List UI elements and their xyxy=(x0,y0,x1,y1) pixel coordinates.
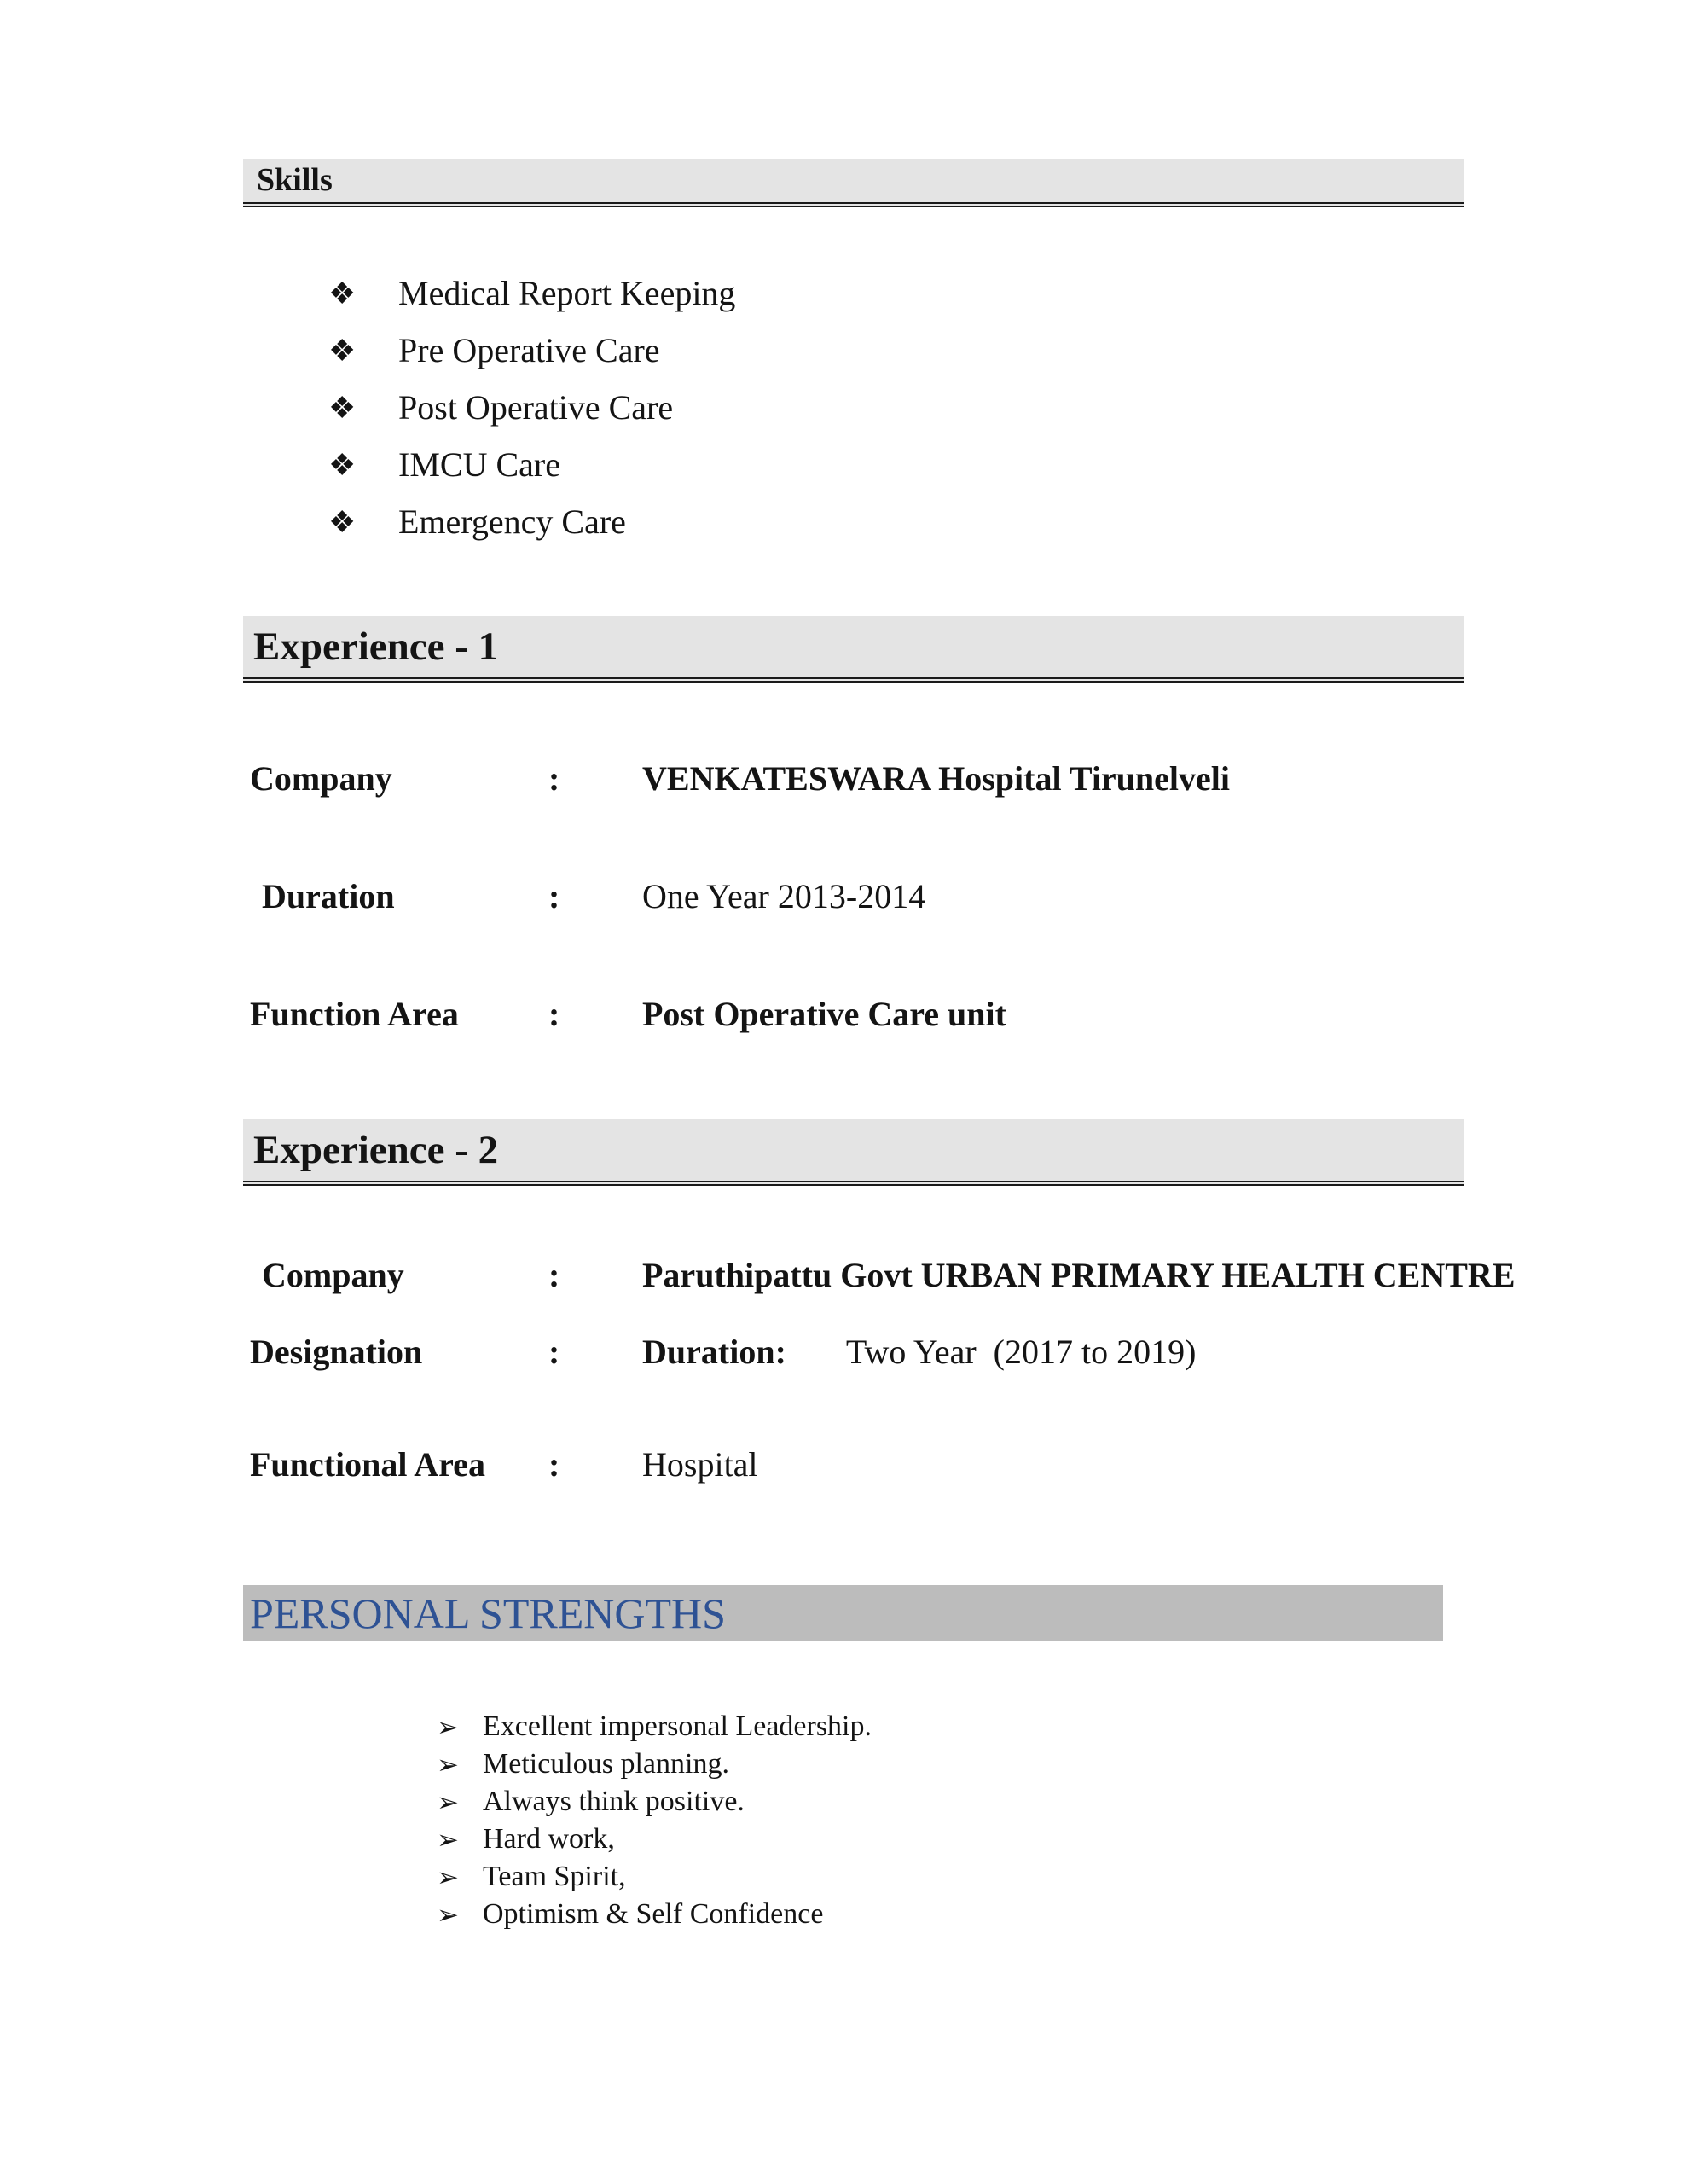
skill-item xyxy=(328,379,735,436)
personal-strengths-list xyxy=(437,1708,872,1933)
skill-label: IMCU Care xyxy=(398,445,560,484)
arrow-bullet-icon: ➢ xyxy=(437,1862,459,1892)
arrow-bullet-icon: ➢ xyxy=(437,1786,459,1817)
strength-label: Always think positive. xyxy=(483,1786,745,1817)
field-row-company xyxy=(243,754,1522,802)
arrow-bullet-icon: ➢ xyxy=(437,1749,459,1780)
skill-item xyxy=(328,322,735,379)
skills-section-header xyxy=(243,159,1464,207)
experience1-section-header xyxy=(243,616,1464,682)
field-label: Designation xyxy=(250,1332,423,1371)
strength-item xyxy=(437,1783,872,1821)
skill-item xyxy=(328,264,735,322)
field-label: Company xyxy=(262,1255,404,1294)
experience2-section-header xyxy=(243,1119,1464,1186)
field-value-rest: Two Year (2017 to 2019) xyxy=(845,1332,1197,1371)
field-label: Function Area xyxy=(250,994,459,1033)
skill-label: Pre Operative Care xyxy=(398,331,660,369)
field-value xyxy=(642,1332,1196,1372)
arrow-bullet-icon: ➢ xyxy=(437,1899,459,1930)
field-value: Post Operative Care unit xyxy=(642,994,1006,1033)
arrow-bullet-icon: ➢ xyxy=(437,1824,459,1855)
skill-item xyxy=(328,493,735,550)
strength-label: Excellent impersonal Leadership. xyxy=(483,1711,872,1742)
diamond-bullet-icon: ❖ xyxy=(328,390,357,425)
strength-label: Optimism & Self Confidence xyxy=(483,1898,824,1930)
strength-item xyxy=(437,1858,872,1896)
diamond-bullet-icon: ❖ xyxy=(328,447,357,482)
field-row-functional-area xyxy=(243,1440,1522,1488)
skill-label: Emergency Care xyxy=(398,502,626,541)
personal-strengths-header xyxy=(243,1585,1443,1641)
field-row-duration xyxy=(243,872,1522,920)
strength-label: Team Spirit, xyxy=(483,1861,626,1892)
field-colon: : xyxy=(548,1255,560,1294)
experience2-title: Experience - 2 xyxy=(253,1128,499,1172)
field-colon: : xyxy=(548,876,560,915)
field-value: Paruthipattu Govt URBAN PRIMARY HEALTH CENTRE xyxy=(642,1255,1516,1294)
field-label: Functional Area xyxy=(250,1444,485,1484)
field-colon: : xyxy=(548,1444,560,1484)
skills-list xyxy=(328,264,735,550)
skill-label: Medical Report Keeping xyxy=(398,274,736,312)
field-colon: : xyxy=(548,1332,560,1371)
strength-item xyxy=(437,1708,872,1745)
field-row-company xyxy=(243,1251,1522,1298)
skill-item xyxy=(328,436,735,493)
arrow-bullet-icon: ➢ xyxy=(437,1711,459,1742)
field-value: Hospital xyxy=(642,1444,758,1484)
personal-strengths-title: PERSONAL STRENGTHS xyxy=(250,1589,726,1637)
strength-label: Hard work, xyxy=(483,1823,615,1855)
strength-item xyxy=(437,1745,872,1783)
field-colon: : xyxy=(548,758,560,798)
diamond-bullet-icon: ❖ xyxy=(328,333,357,368)
strength-item xyxy=(437,1896,872,1933)
field-row-designation xyxy=(243,1327,1522,1375)
field-value: VENKATESWARA Hospital Tirunelveli xyxy=(642,758,1231,798)
experience1-title: Experience - 1 xyxy=(253,624,499,669)
field-row-function-area xyxy=(243,990,1522,1037)
field-value: One Year 2013-2014 xyxy=(642,876,926,915)
skills-title: Skills xyxy=(257,162,333,198)
strength-label: Meticulous planning. xyxy=(483,1748,729,1780)
strength-item xyxy=(437,1821,872,1858)
field-label: Duration xyxy=(262,876,395,915)
diamond-bullet-icon: ❖ xyxy=(328,504,357,539)
field-value-prefix: Duration: xyxy=(642,1332,786,1371)
field-label: Company xyxy=(250,758,392,798)
skill-label: Post Operative Care xyxy=(398,388,674,427)
diamond-bullet-icon: ❖ xyxy=(328,276,357,311)
field-colon: : xyxy=(548,994,560,1033)
